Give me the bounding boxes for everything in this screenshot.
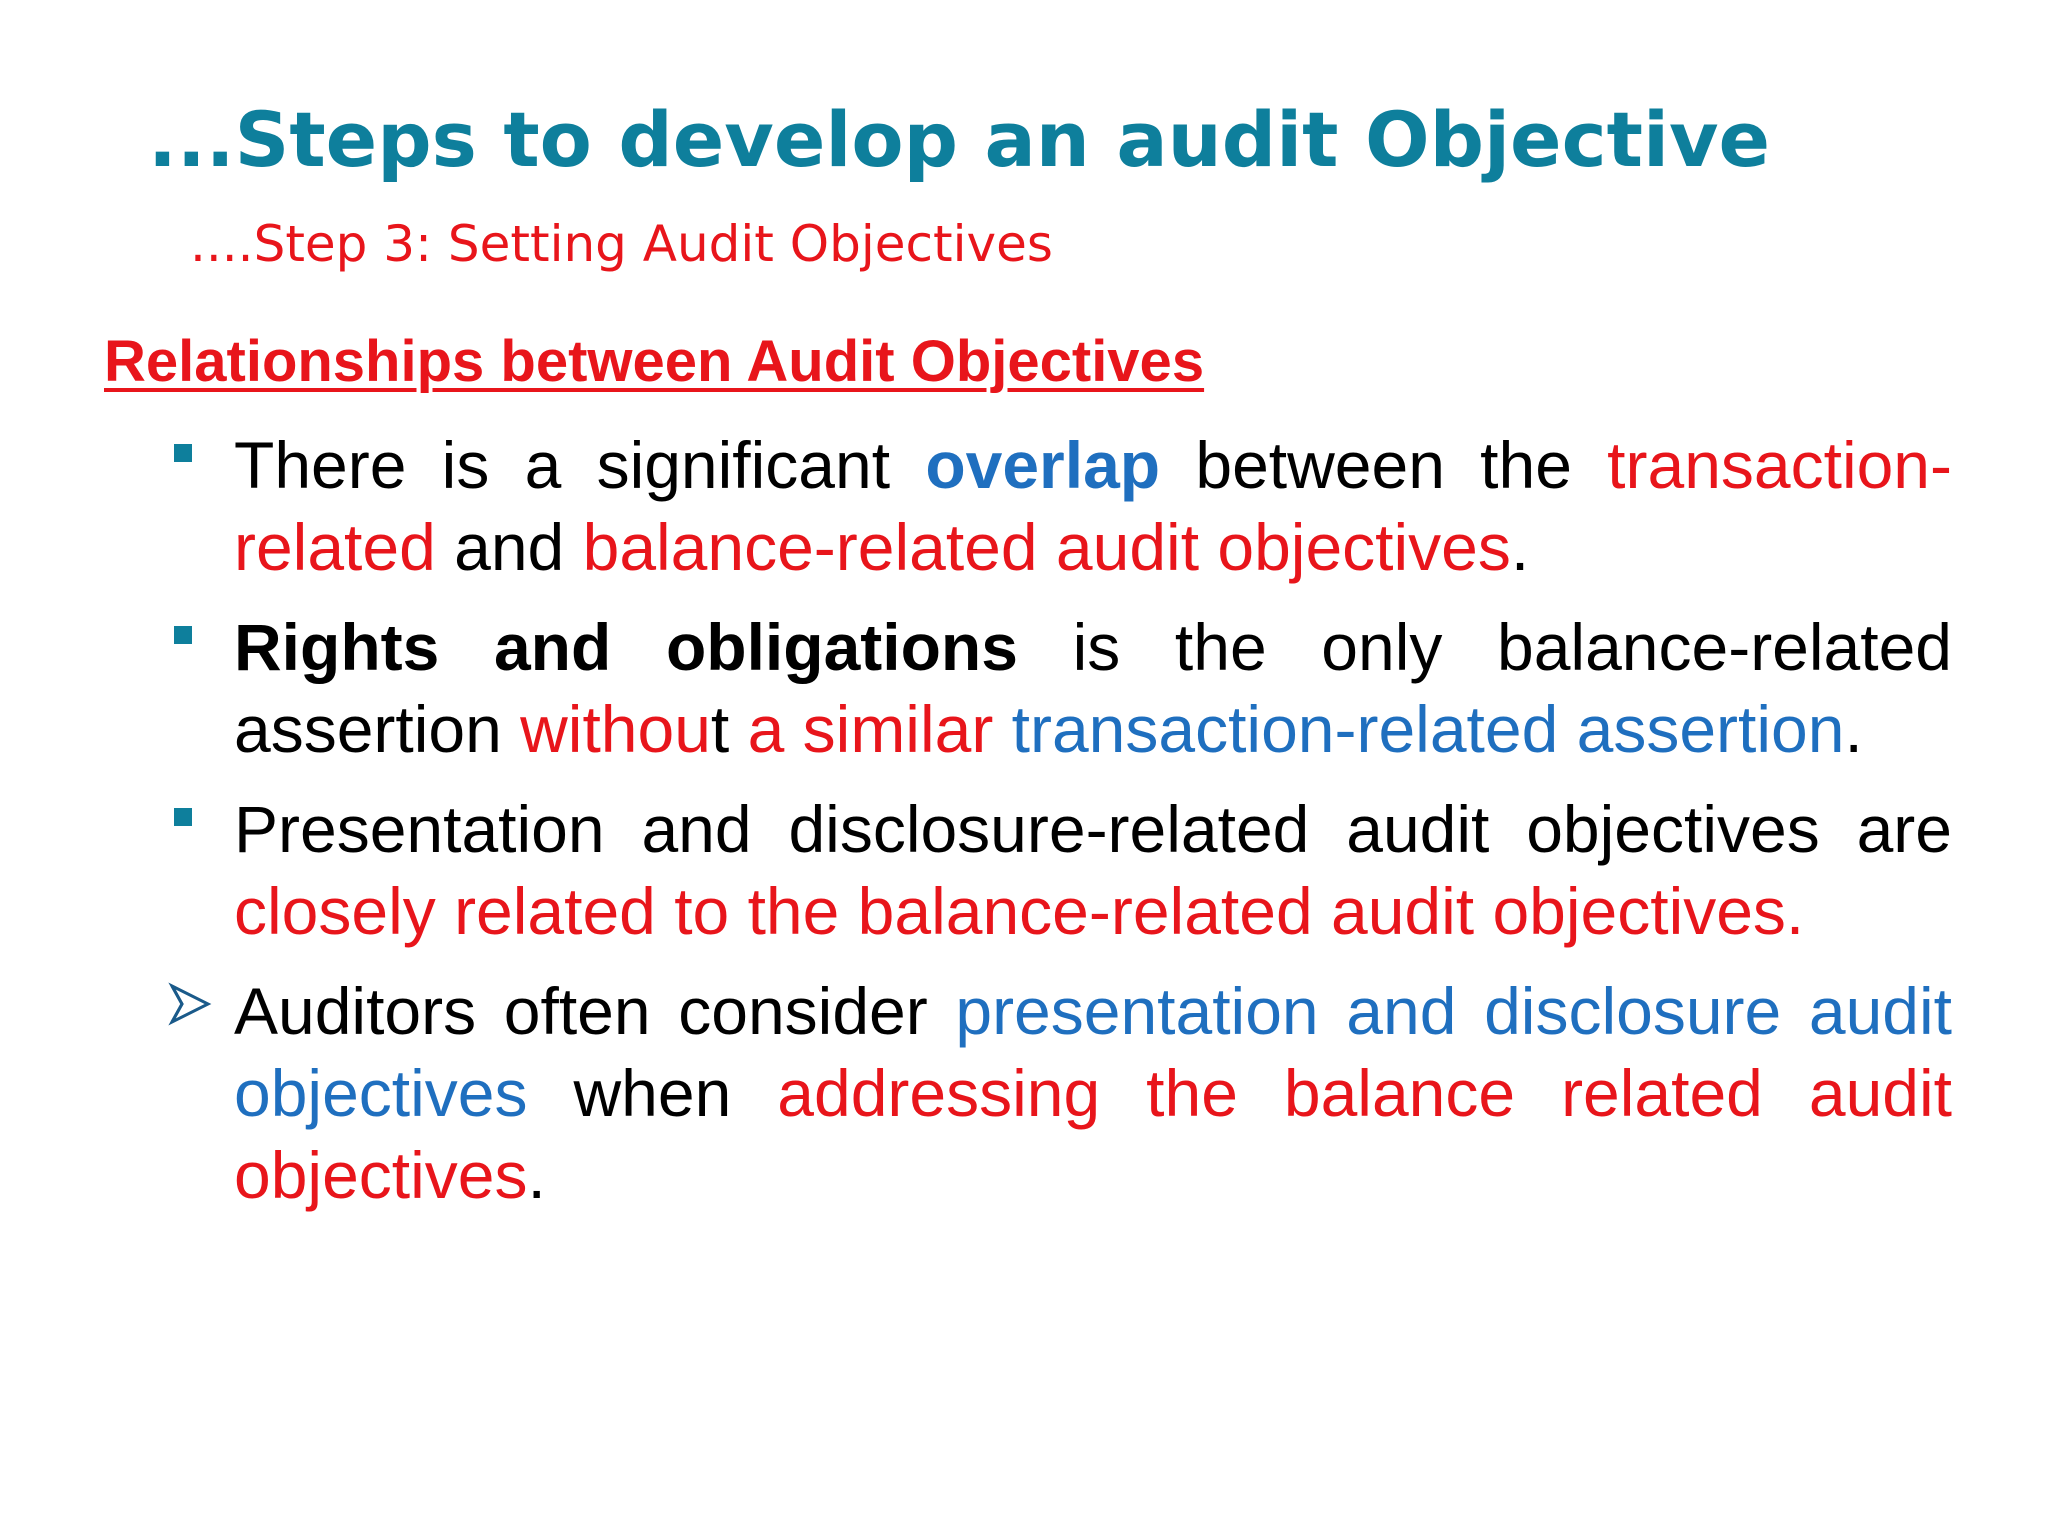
bullet-item xyxy=(172,788,1952,952)
bullet-item xyxy=(172,606,1952,770)
bullet-segment: . xyxy=(1510,510,1530,584)
bullet-list xyxy=(172,424,1952,1234)
bullet-segment: . xyxy=(527,1138,546,1212)
bullet-segment: Rights and obligations xyxy=(234,610,1018,684)
bullet-text xyxy=(234,428,1952,584)
bullet-text xyxy=(234,974,1952,1212)
bullet-item xyxy=(172,424,1952,588)
bullet-segment: transaction-related assertion xyxy=(1011,692,1845,766)
bullet-segment: is the only balance-related assertion xyxy=(234,610,1952,766)
bullet-segment: t xyxy=(710,692,748,766)
bullet-text xyxy=(234,610,1952,766)
square-bullet-icon xyxy=(174,808,192,826)
bullet-segment xyxy=(993,692,1011,766)
bullet-segment: Auditors often consider xyxy=(234,974,956,1048)
slide-title: ...Steps to develop an audit Objective xyxy=(148,95,1771,184)
bullet-segment: presentation and disclosure audit objectives xyxy=(234,974,1952,1130)
bullet-segment: Presentation and disclosure-related audit objectives are xyxy=(234,792,1952,866)
bullet-segment: when xyxy=(527,1056,778,1130)
bullet-segment: and xyxy=(435,510,583,584)
bullet-segment: between the xyxy=(1160,428,1608,502)
bullet-segment: transaction-related xyxy=(234,428,1952,584)
slide-subtitle: ....Step 3: Setting Audit Objectives xyxy=(190,215,1053,273)
square-bullet-icon xyxy=(174,626,192,644)
bullet-segment: withou xyxy=(520,692,711,766)
square-bullet-icon xyxy=(174,444,192,462)
section-heading: Relationships between Audit Objectives xyxy=(104,329,1205,394)
arrow-bullet-icon xyxy=(168,982,212,1026)
bullet-segment: There is a significant xyxy=(234,428,926,502)
bullet-segment: balance-related audit objectives xyxy=(582,510,1511,584)
bullet-segment: a similar xyxy=(747,692,994,766)
bullet-segment: overlap xyxy=(925,428,1161,502)
bullet-segment: closely related to the balance-related audit objectives. xyxy=(234,874,1805,948)
bullet-text xyxy=(234,792,1952,948)
bullet-segment: . xyxy=(1844,692,1863,766)
bullet-item xyxy=(172,970,1952,1216)
bullet-segment: addressing the balance related audit objectives xyxy=(234,1056,1952,1212)
